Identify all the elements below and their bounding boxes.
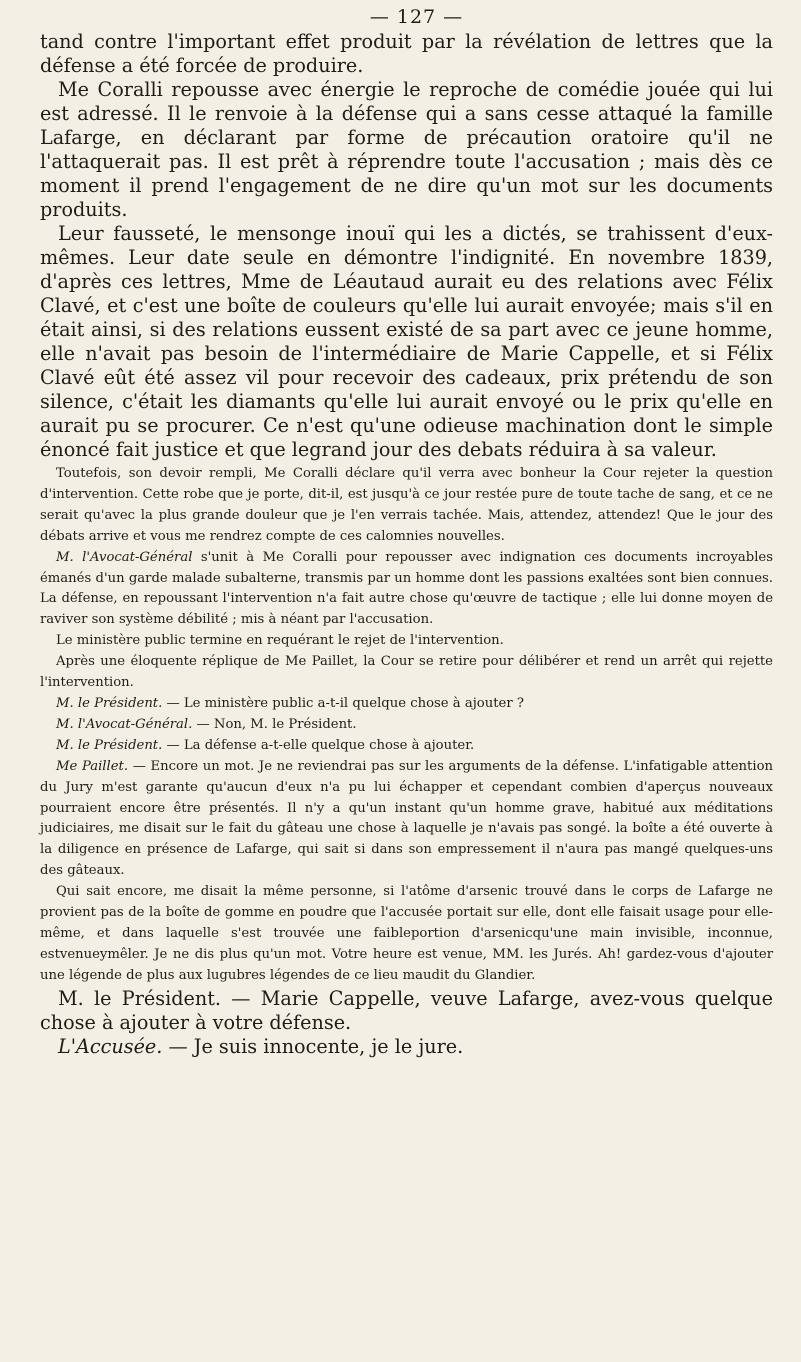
- speaker-text: s'unit à Me Coralli pour repousser avec indignation ces documents incroyables émanés d'un garde malade subalterne, transmis par un homme dont les passions exaltées sont bien connues. La défense, en repoussant l'intervention n'a fait autre chose qu'œuvre de tactique ; elle lui donne moyen de raviver son système débilité ; mis à néant par l'accusation.: [40, 549, 773, 628]
- speaker-text: — La défense a-t-elle quelque chose à ajouter.: [162, 737, 475, 753]
- speaker-name: M. le Président.: [56, 737, 163, 753]
- speaker-paragraph: [40, 1035, 773, 1059]
- page-number: — 127 —: [369, 6, 464, 28]
- speaker-paragraph: [40, 757, 773, 882]
- speaker-name: M. l'Avocat-Général.: [56, 716, 193, 732]
- speaker-paragraph: [40, 548, 773, 632]
- paragraph: tand contre l'important effet produit par la révélation de lettres que la défense a été forcée de produire.: [40, 30, 773, 77]
- speaker-name: Me Paillet.: [56, 758, 129, 774]
- speaker-text: — Je suis innocente, je le jure.: [162, 1034, 464, 1058]
- main-text-block: [40, 30, 773, 462]
- paragraph: Me Coralli repousse avec énergie le reproche de comédie jouée qui lui est adressé. Il le renvoie à la défense qui a sans cesse attaqué la famille Lafarge, en déclarant par forme de précaution oratoire qu'il ne l'attaquerait pas. Il est prêt à réprendre toute l'accusation ; mais dès ce moment il prend l'engagement de ne dire qu'un mot sur les documents produits.: [40, 78, 773, 221]
- speaker-text: — Le ministère public a-t-il quelque chose à ajouter ?: [162, 695, 524, 711]
- paragraph: Leur fausseté, le mensonge inouï qui les a dictés, se trahissent d'eux-mêmes. Leur date seule en démontre l'indignité. En novembre 1839, d'après ces lettres, Mme de Léautaud aurait eu des relations avec Félix Clavé, et c'est une boîte de couleurs qu'elle lui aurait envoyée; mais s'il en était ainsi, si des relations eussent existé de sa part avec ce jeune homme, elle n'avait pas besoin de l'intermédiaire de Marie Cappelle, et si Félix Clavé eût été assez vil pour recevoir des cadeaux, prix prétendu de son silence, c'était les diamants qu'elle lui aurait envoyé ou le prix qu'elle en aurait pu se procurer. Ce n'est qu'une odieuse machination dont le simple énoncé fait justice et que legrand jour des debats réduira à sa valeur.: [40, 222, 773, 461]
- speaker-paragraph: [40, 694, 773, 715]
- paragraph: Après une éloquente réplique de Me Paillet, la Cour se retire pour délibérer et rend un arrêt qui rejette l'intervention.: [40, 654, 773, 691]
- paragraph: Le ministère public termine en requérant le rejet de l'intervention.: [56, 633, 504, 649]
- speaker-text: — Encore un mot. Je ne reviendrai pas sur les arguments de la défense. L'infatigable attention du Jury m'est garante qu'aucun d'eux n'a pu lui échapper et cependant combien d'aperçus nouveaux pourraient encore être présentés. Il n'y a qu'un instant qu'un homme grave, habitué aux méditations judiciaires, me disait sur le fait du gâteau une chose à laquelle je n'avais pas songé. la boîte a été ouverte à la diligence en présence de Lafarge, qui sait si dans son empressement il n'aura pas mangé quelques-uns des gâteaux.: [40, 758, 774, 879]
- speaker-name: L'Accusée.: [58, 1034, 163, 1058]
- speaker-text: — Marie Cappelle, veuve Lafarge, avez-vous quelque chose à ajouter à votre défense.: [40, 986, 773, 1034]
- speaker-name: M. l'Avocat-Général: [56, 549, 193, 565]
- paragraph: Toutefois, son devoir rempli, Me Coralli déclare qu'il verra avec bonheur la Cour rejeter la question d'intervention. Cette robe que je porte, dit-il, est jusqu'à ce jour restée pure de toute tache de sang, et ce ne serait qu'avec la plus grande douleur que je l'en verrais tachée. Mais, attendez, attendez! Que le jour des débats arrive et vous me rendrez compte de ces calomnies nouvelles.: [40, 466, 773, 544]
- speaker-name: M. le Président.: [58, 986, 222, 1010]
- paragraph: Qui sait encore, me disait la même personne, si l'atôme d'arsenic trouvé dans le corps de Lafarge ne provient pas de la boîte de gomme en poudre que l'accusée portait sur elle, dont elle faisait usage pour elle-même, et dans laquelle s'est trouvée une faibleportion d'arsenicqu'une main invisible, inconnue, estvenueymêler. Je ne dis plus qu'un mot. Votre heure est venue, MM. les Jurés. Ah! gardez-vous d'ajouter une légende de plus aux lugubres légendes de ce lieu maudit du Glandier.: [40, 884, 773, 983]
- speaker-paragraph: [40, 987, 773, 1035]
- final-exchange: [40, 987, 773, 1059]
- proceedings-block: [40, 464, 773, 987]
- speaker-text: — Non, M. le Président.: [192, 716, 357, 732]
- speaker-name: M. le Président.: [56, 695, 163, 711]
- speaker-paragraph: [40, 715, 773, 736]
- speaker-paragraph: [40, 736, 773, 757]
